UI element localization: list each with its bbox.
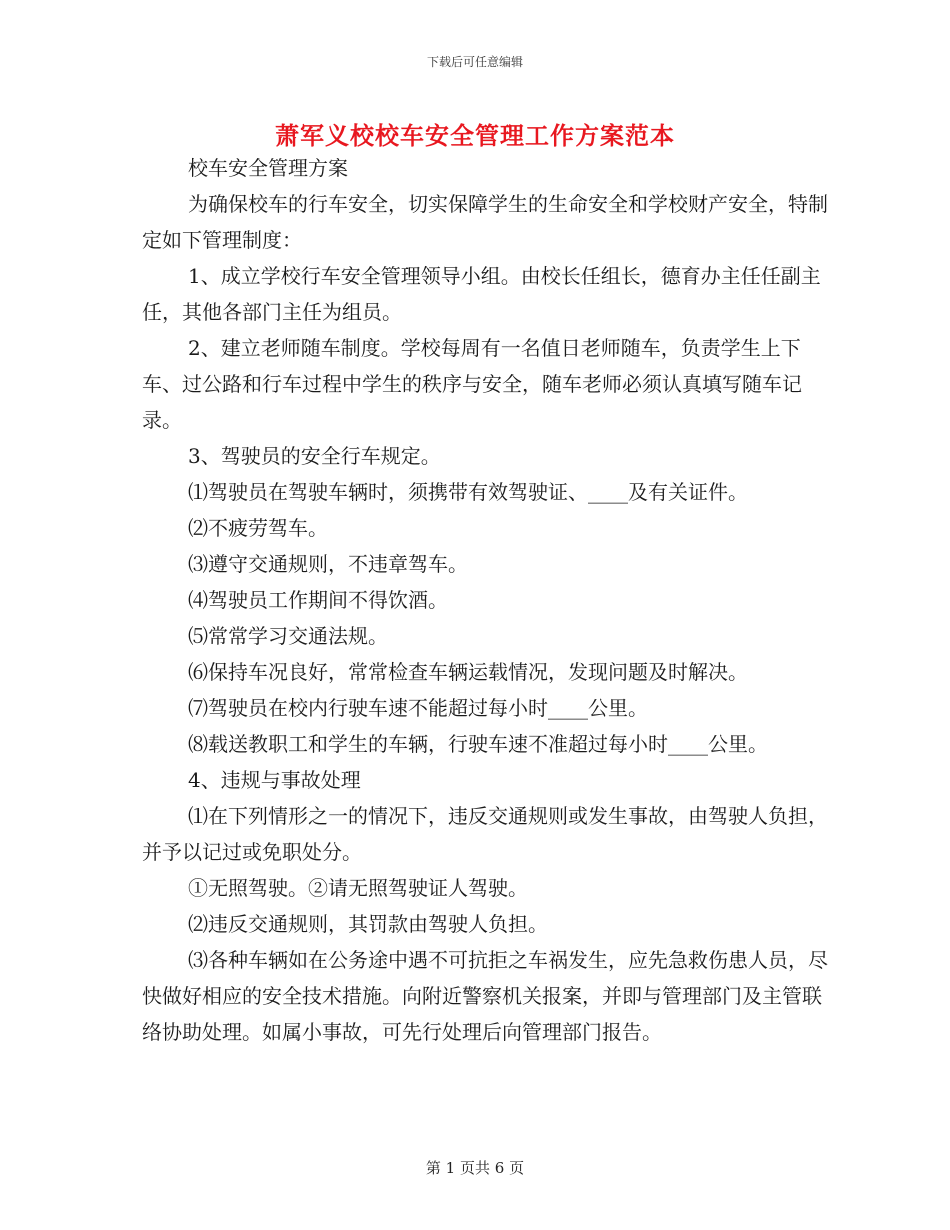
paragraph: 3、驾驶员的安全行车规定。 bbox=[188, 444, 441, 468]
document-body bbox=[142, 150, 832, 1050]
document-title: 萧军义校校车安全管理工作方案范本 bbox=[275, 121, 675, 150]
paragraph: 4、违规与事故处理 bbox=[188, 768, 361, 792]
list-item: ⑷驾驶员工作期间不得饮酒。 bbox=[188, 588, 448, 612]
list-item: ⑵违反交通规则，其罚款由驾驶人负担。 bbox=[188, 912, 548, 936]
page-header: 下载后可任意编辑 bbox=[426, 55, 523, 69]
list-item: ⑴在下列情形之一的情况下，违反交通规则或发生事故，由驾驶人负担，并予以记过或免职处分。 bbox=[142, 804, 828, 864]
list-item: ⑵不疲劳驾车。 bbox=[188, 516, 328, 540]
list-item: ①无照驾驶。②请无照驾驶证人驾驶。 bbox=[188, 876, 528, 900]
list-item: ⑶各种车辆如在公务途中遇不可抗拒之车祸发生，应先急救伤患人员，尽快做好相应的安全技术措施。向附近警察机关报案，并即与管理部门及主管联络协助处理。如属小事故，可先行处理后向管理部门报告。 bbox=[142, 948, 828, 1044]
paragraph: 为确保校车的行车安全，切实保障学生的生命安全和学校财产安全，特制定如下管理制度： bbox=[142, 192, 828, 252]
list-item: ⑹保持车况良好，常常检查车辆运载情况，发现问题及时解决。 bbox=[188, 660, 748, 684]
list-item: ⑻载送教职工和学生的车辆，行驶车速不准超过每小时____公里。 bbox=[188, 732, 768, 756]
paragraph: 1、成立学校行车安全管理领导小组。由校长任组长，德育办主任任副主任，其他各部门主任为组员。 bbox=[142, 264, 821, 324]
page-footer: 第 1 页共 6 页 bbox=[425, 1159, 525, 1177]
section-heading: 校车安全管理方案 bbox=[188, 156, 348, 180]
list-item: ⑶遵守交通规则，不违章驾车。 bbox=[188, 552, 468, 576]
list-item: ⑸常常学习交通法规。 bbox=[188, 624, 388, 648]
list-item: ⑴驾驶员在驾驶车辆时，须携带有效驾驶证、____及有关证件。 bbox=[188, 480, 748, 504]
list-item: ⑺驾驶员在校内行驶车速不能超过每小时____公里。 bbox=[188, 696, 648, 720]
paragraph: 2、建立老师随车制度。学校每周有一名值日老师随车，负责学生上下车、过公路和行车过程中学生的秩序与安全，随车老师必须认真填写随车记录。 bbox=[142, 336, 802, 432]
